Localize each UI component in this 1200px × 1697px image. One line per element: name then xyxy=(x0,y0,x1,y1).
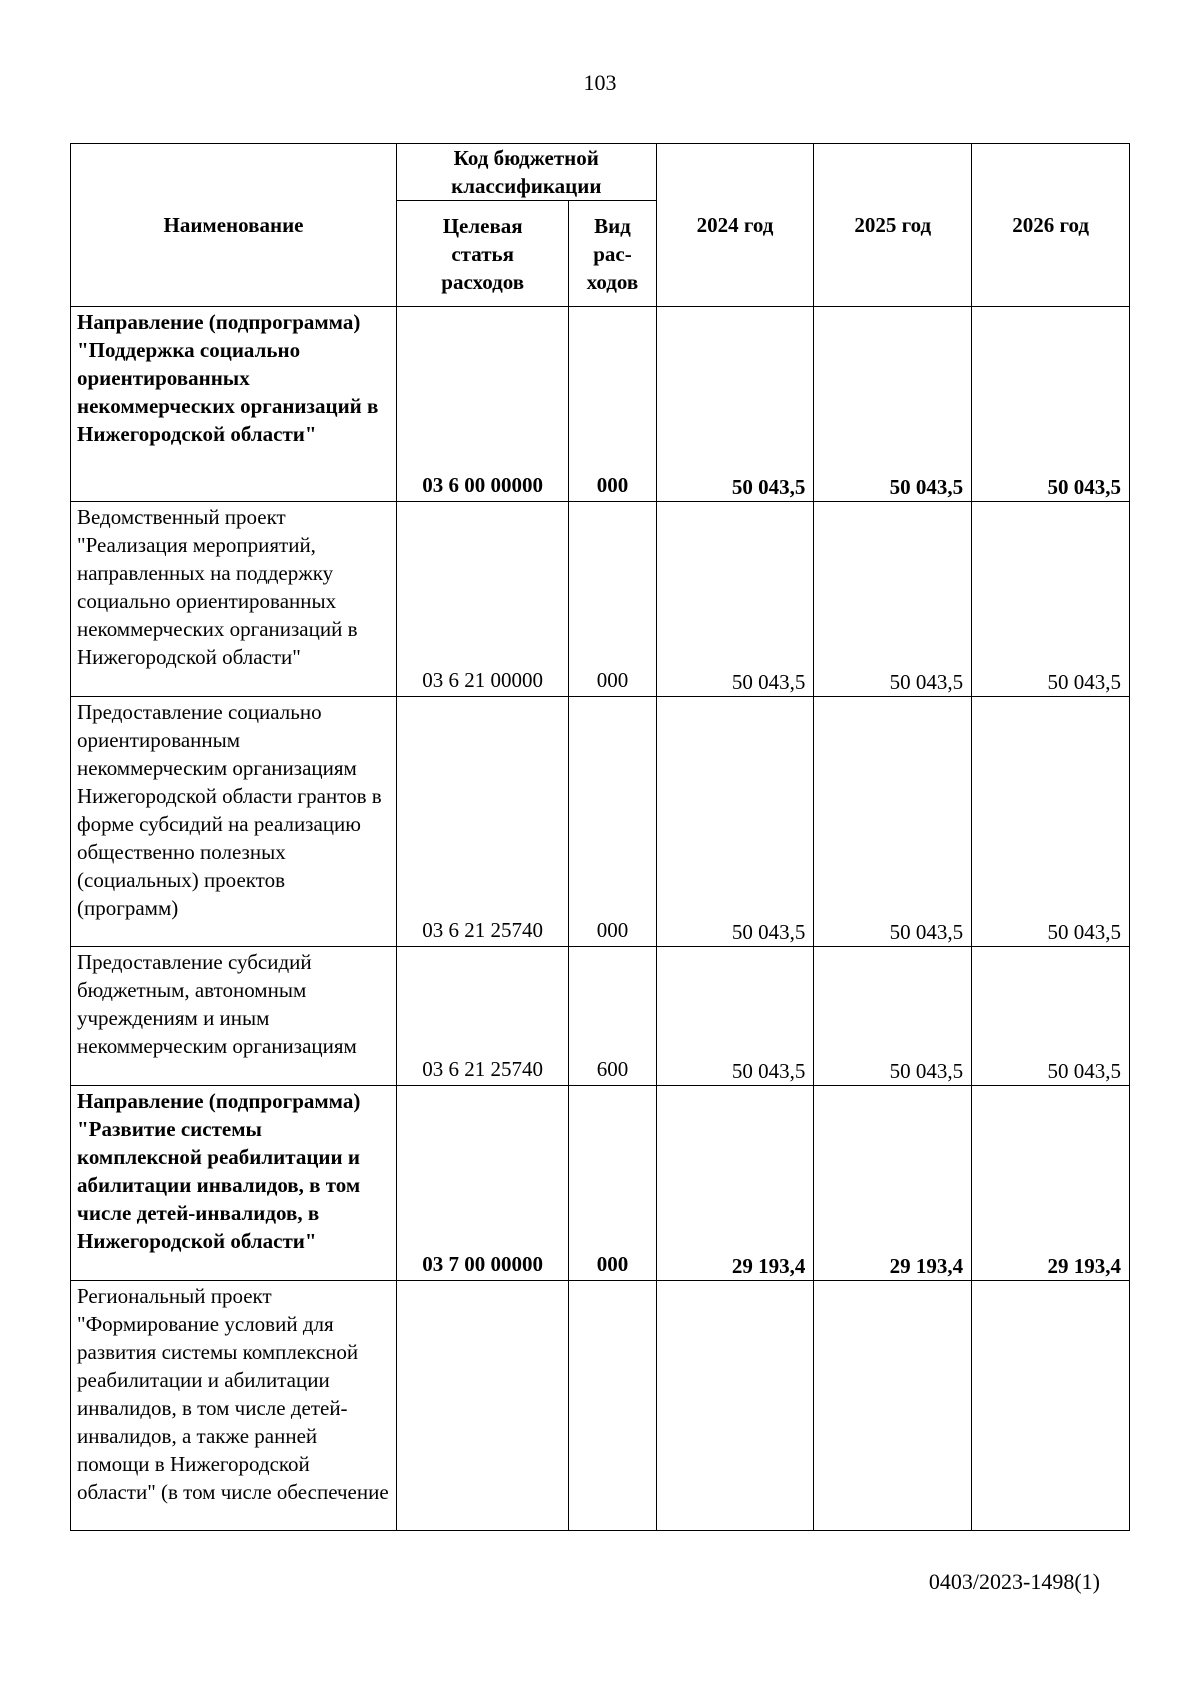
row-target-article xyxy=(397,1281,569,1531)
row-value-2024: 50 043,5 xyxy=(656,307,814,502)
budget-table xyxy=(70,143,1130,1531)
row-value-2024: 50 043,5 xyxy=(656,947,814,1086)
row-target-article: 03 7 00 00000 xyxy=(397,1086,569,1281)
row-value-2025: 29 193,4 xyxy=(814,1086,972,1281)
table-row xyxy=(71,307,1130,502)
header-year-2025: 2025 год xyxy=(814,144,972,307)
row-value-2026: 29 193,4 xyxy=(972,1086,1130,1281)
table-row xyxy=(71,1086,1130,1281)
row-expense-type: 600 xyxy=(569,947,656,1086)
row-value-2024: 50 043,5 xyxy=(656,697,814,947)
row-value-2026: 50 043,5 xyxy=(972,502,1130,697)
row-value-2026: 50 043,5 xyxy=(972,947,1130,1086)
row-expense-type: 000 xyxy=(569,502,656,697)
row-name: Ведомственный проект "Реализация мероприятий, направленных на поддержку социально ориентированных некоммерческих организаций в Нижегородской области" xyxy=(71,502,397,697)
row-expense-type: 000 xyxy=(569,307,656,502)
row-expense-type xyxy=(569,1281,656,1531)
row-value-2024: 29 193,4 xyxy=(656,1086,814,1281)
document-number: 0403/2023-1498(1) xyxy=(928,1569,1100,1594)
row-name: Региональный проект "Формирование условий для развития системы комплексной реабилитации и абилитации инвалидов, в том числе детей-инвалидов, а также ранней помощи в Нижегородской области" (в том числе обеспечение xyxy=(71,1281,397,1531)
row-value-2025: 50 043,5 xyxy=(814,307,972,502)
row-expense-type: 000 xyxy=(569,1086,656,1281)
row-target-article: 03 6 21 00000 xyxy=(397,502,569,697)
row-value-2025: 50 043,5 xyxy=(814,947,972,1086)
row-value-2026: 50 043,5 xyxy=(972,307,1130,502)
page-number: 103 xyxy=(583,70,617,95)
row-target-article: 03 6 00 00000 xyxy=(397,307,569,502)
row-value-2025 xyxy=(814,1281,972,1531)
header-target-article: Целевая статья расходов xyxy=(397,201,569,307)
row-target-article: 03 6 21 25740 xyxy=(397,947,569,1086)
header-expense-type: Вид рас-ходов xyxy=(569,201,656,307)
row-value-2024 xyxy=(656,1281,814,1531)
header-year-2026: 2026 год xyxy=(972,144,1130,307)
table-row xyxy=(71,1281,1130,1531)
row-name: Предоставление социально ориентированным некоммерческим организациям Нижегородской области грантов в форме субсидий на реализацию общественно полезных (социальных) проектов (программ) xyxy=(71,697,397,947)
row-value-2025: 50 043,5 xyxy=(814,502,972,697)
row-name: Направление (подпрограмма) "Поддержка социально ориентированных некоммерческих организаций в Нижегородской области" xyxy=(71,307,397,502)
table-row xyxy=(71,697,1130,947)
row-value-2026: 50 043,5 xyxy=(972,697,1130,947)
row-name: Предоставление субсидий бюджетным, автономным учреждениям и иным некоммерческим организациям xyxy=(71,947,397,1086)
header-year-2024: 2024 год xyxy=(656,144,814,307)
row-value-2025: 50 043,5 xyxy=(814,697,972,947)
header-code-group: Код бюджетной классификации xyxy=(397,144,657,201)
table-row xyxy=(71,947,1130,1086)
row-target-article: 03 6 21 25740 xyxy=(397,697,569,947)
row-value-2024: 50 043,5 xyxy=(656,502,814,697)
row-value-2026 xyxy=(972,1281,1130,1531)
row-expense-type: 000 xyxy=(569,697,656,947)
header-name: Наименование xyxy=(71,144,397,307)
row-name: Направление (подпрограмма) "Развитие системы комплексной реабилитации и абилитации инвалидов, в том числе детей-инвалидов, в Нижегородской области" xyxy=(71,1086,397,1281)
table-row xyxy=(71,502,1130,697)
